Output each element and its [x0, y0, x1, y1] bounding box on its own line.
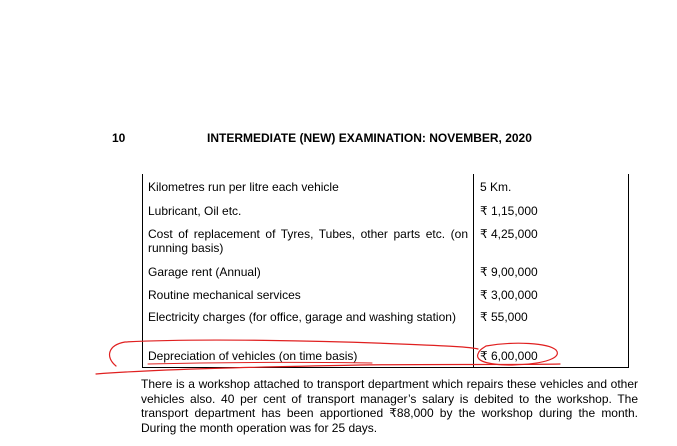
- cost-table: [142, 174, 629, 368]
- page-number: 10: [112, 131, 126, 145]
- table-border-bottom: [142, 367, 629, 368]
- table-border-right: [628, 174, 629, 368]
- row-description: Lubricant, Oil etc.: [148, 204, 242, 218]
- table-border-middle: [473, 174, 474, 368]
- row-description: Cost of replacement of Tyres, Tubes, other parts etc. (on running basis): [148, 227, 468, 255]
- row-value: ₹ 55,000: [480, 310, 528, 324]
- row-value: ₹ 3,00,000: [480, 288, 538, 302]
- row-description: Depreciation of vehicles (on time basis): [148, 349, 358, 363]
- row-value: ₹ 6,00,000: [480, 349, 538, 363]
- page-header-title: INTERMEDIATE (NEW) EXAMINATION: NOVEMBER, 2020: [207, 131, 532, 145]
- row-value: 5 Km.: [480, 180, 512, 194]
- row-description: Kilometres run per litre each vehicle: [148, 180, 339, 194]
- row-description: Routine mechanical services: [148, 288, 301, 302]
- row-value: ₹ 9,00,000: [480, 265, 538, 279]
- row-description: Electricity charges (for office, garage and washing station): [148, 310, 456, 324]
- row-value: ₹ 1,15,000: [480, 204, 538, 218]
- row-value: ₹ 4,25,000: [480, 227, 538, 241]
- table-border-left: [142, 174, 143, 368]
- workshop-paragraph: There is a workshop attached to transport department which repairs these vehicles and other vehicles also. 40 per cent of transport manager’s salary is debited to the workshop. The transport department has been apportioned ₹88,000 by the workshop during the month. During the month operation was for 25 days.: [141, 377, 638, 435]
- row-description: Garage rent (Annual): [148, 265, 261, 279]
